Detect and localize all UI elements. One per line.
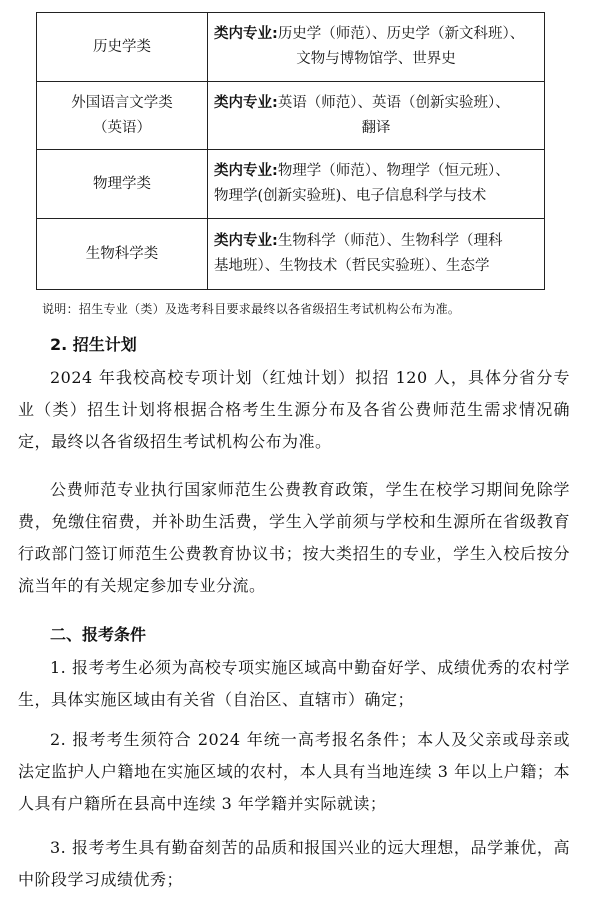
list-item: 3. 报考考生具有勤奋刻苦的品质和报国兴业的远大理想，品学兼优，高中阶段学习成绩优秀； xyxy=(18,838,570,889)
majors-label: 类内专业: xyxy=(214,26,278,42)
paragraph: 公费师范专业执行国家师范生公费教育政策，学生在校学习期间免除学费，免缴住宿费，并补助生活费，学生入学前须与学校和生源所在省级教育行政部门签订师范生公费教育协议书；按大类招生的专业，学生入校后按分流当年的有关规定参加专业分流。 xyxy=(18,480,570,595)
category-name: 生物科学类 xyxy=(85,245,159,262)
category-cell xyxy=(37,150,208,219)
section-heading-conditions: 二、报考条件 xyxy=(50,625,147,644)
majors-label: 类内专业: xyxy=(214,94,278,111)
category-cell xyxy=(37,82,208,150)
category-name: 历史学类 xyxy=(93,38,151,55)
paragraph: 2024 年我校高校专项计划（红烛计划）拟招 120 人，具体分省分专业（类）招生计划将根据合格考生生源分布及各省公费师范生需求情况确定，最终以各省级招生考试机构公布为准。 xyxy=(18,368,570,451)
majors-text: 翻译 xyxy=(361,119,391,136)
majors-cell xyxy=(208,150,545,219)
table-row xyxy=(37,13,545,82)
category-cell xyxy=(37,13,208,82)
category-name: 外国语言文学类 xyxy=(71,94,173,111)
majors-cell xyxy=(208,13,545,82)
majors-text: 文物与博物馆学、世界史 xyxy=(296,51,456,67)
majors-cell xyxy=(208,82,545,150)
majors-table xyxy=(36,12,545,290)
section-heading-enrollment-plan: 2. 招生计划 xyxy=(50,335,137,354)
table-row xyxy=(37,150,545,219)
majors-text: 基地班）、生物技术（哲民实验班）、生态学 xyxy=(214,258,490,274)
majors-cell xyxy=(208,219,545,290)
majors-text: 生物科学（师范）、生物科学（理科 xyxy=(277,233,503,249)
majors-text: 物理学（师范）、物理学（恒元班）、 xyxy=(277,163,510,179)
majors-text: 英语（师范）、英语（创新实验班）、 xyxy=(277,94,510,111)
table-row xyxy=(37,219,545,290)
list-item: 1. 报考考生必须为高校专项实施区域高中勤奋好学、成绩优秀的农村学生，具体实施区域由有关省（自治区、直辖市）确定； xyxy=(18,658,570,709)
table-row xyxy=(37,82,545,150)
majors-label: 类内专业: xyxy=(214,233,278,249)
category-cell xyxy=(37,219,208,290)
category-name: 物理学类 xyxy=(93,175,151,192)
list-item: 2. 报考考生须符合 2024 年统一高考报名条件；本人及父亲或母亲或法定监护人户籍地在实施区域的农村，本人具有当地连续 3 年以上户籍；本人具有户籍所在县高中连续 3 年学籍并实际就读； xyxy=(18,730,570,813)
majors-text: 历史学（师范）、历史学（新文科班）、 xyxy=(277,26,525,42)
majors-text: 物理学(创新实验班)、电子信息科学与技术 xyxy=(214,188,487,204)
majors-label: 类内专业: xyxy=(214,163,278,179)
table-note: 说明：招生专业（类）及选考科目要求最终以各省级招生考试机构公布为准。 xyxy=(42,302,461,316)
category-subname: （英语） xyxy=(93,119,151,136)
